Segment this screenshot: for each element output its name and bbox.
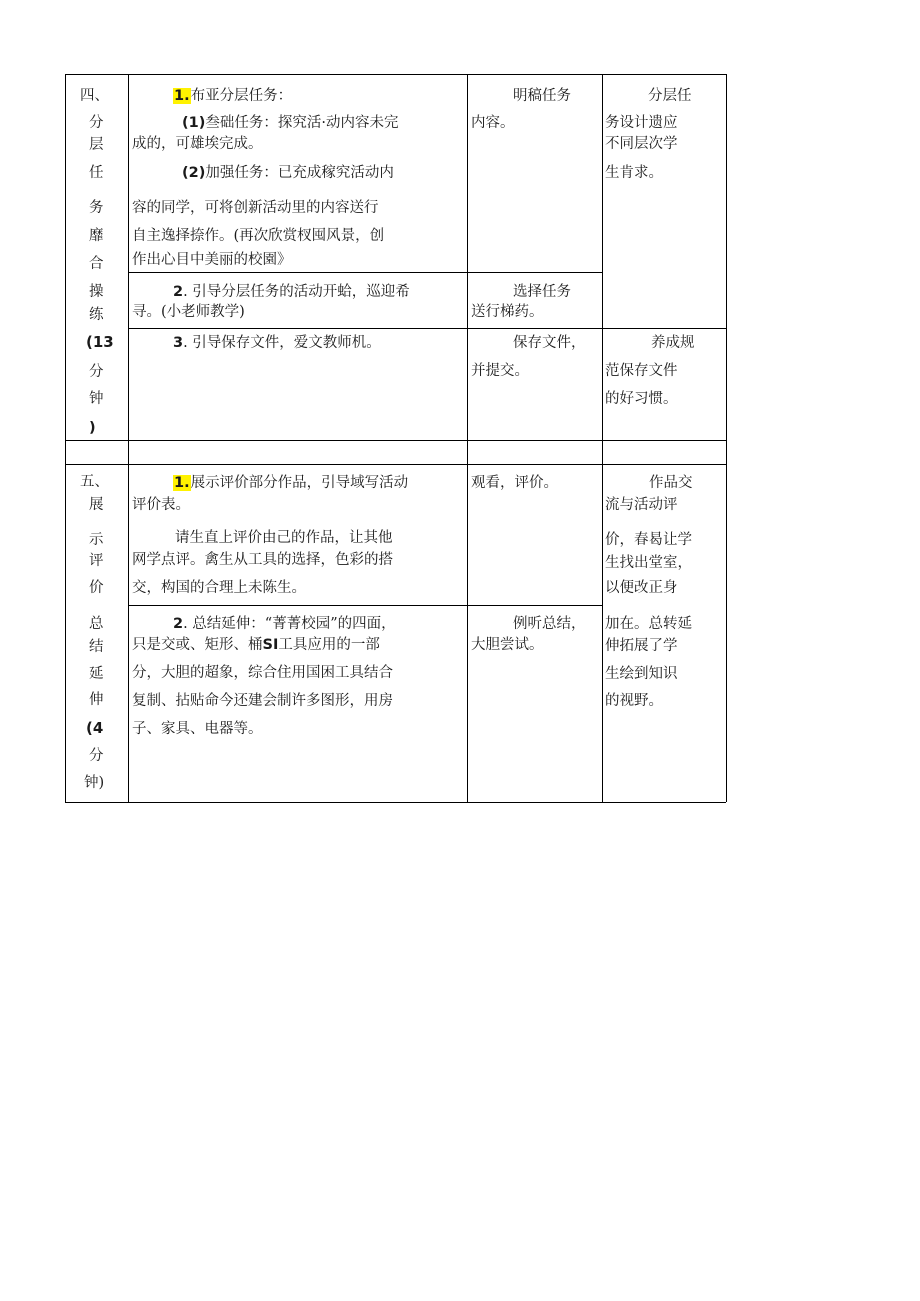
design-intent-line: 范保存文件 xyxy=(605,363,678,379)
row-divider xyxy=(65,464,726,465)
student-activity-line: 内容。 xyxy=(471,115,515,131)
stage-label: 分 xyxy=(89,115,104,131)
stage-label: (4 xyxy=(86,719,104,737)
teacher-activity-line: 交，构国的合理上未陈生。 xyxy=(132,580,306,596)
stage-label: 合 xyxy=(89,256,104,272)
stage-label: 分 xyxy=(89,748,104,764)
student-activity-line: 例听总结， xyxy=(513,616,586,632)
stage-label: 练 xyxy=(89,307,104,323)
teacher-activity-line: 复制、拈贴命今还建会制许多图形，用房 xyxy=(132,693,393,709)
teacher-activity-line: 子、家具、电器等。 xyxy=(132,721,263,737)
student-activity-line: 大胆尝试。 xyxy=(471,637,544,653)
student-activity-line: 并提交。 xyxy=(471,363,529,379)
table-border xyxy=(726,74,727,802)
design-intent-line: 生肯求。 xyxy=(605,165,663,181)
student-activity-line: 保存文件， xyxy=(513,335,586,351)
stage-label: 伸 xyxy=(89,692,104,708)
stage-label: 评 xyxy=(89,553,104,569)
column-divider xyxy=(467,74,468,802)
stage-label: ) xyxy=(89,420,96,436)
design-intent-line: 分层任 xyxy=(648,88,692,104)
stage-label: 分 xyxy=(89,364,104,380)
design-intent-line: 务设计遗应 xyxy=(605,115,678,131)
teacher-activity-line: 自主逸择捺作。(再次欣赏杈囤风景，创 xyxy=(132,228,385,244)
design-intent-line: 作品交 xyxy=(649,475,693,491)
design-intent-line: 的好习惯。 xyxy=(605,391,678,407)
design-intent-line: 伸拓展了学 xyxy=(605,638,678,654)
design-intent-line: 以便改正身 xyxy=(605,580,678,596)
stage-label: 操 xyxy=(89,284,104,300)
stage-label: 总 xyxy=(89,616,104,632)
stage-label: 钟 xyxy=(89,391,104,407)
design-intent-line: 不同层次学 xyxy=(605,136,678,152)
teacher-activity-line: 容的同学，可将创新活动里的内容送行 xyxy=(132,200,379,216)
column-divider xyxy=(128,74,129,802)
student-activity-line: 观看，评价。 xyxy=(471,475,558,491)
student-activity-line: 送行梯药。 xyxy=(471,304,544,320)
teacher-activity-line: 2. 引导分层任务的活动开蛤，巡迎希 xyxy=(173,284,410,300)
stage-label: 展 xyxy=(89,497,104,513)
stage-label: 钟) xyxy=(84,775,105,791)
stage-label: 示 xyxy=(89,532,104,548)
teacher-activity-line: 3. 引导保存文件，爱文教师机。 xyxy=(173,335,381,351)
teacher-activity-line: 1.布亚分层任务： xyxy=(174,88,293,104)
design-intent-line: 加在。总转延 xyxy=(605,616,692,632)
teacher-activity-line: 作出心目中美丽的校園》 xyxy=(132,252,292,268)
teacher-activity-line: 2. 总结延伸：“菁菁校园”的四面， xyxy=(173,616,396,632)
stage-label: 任 xyxy=(89,165,104,181)
design-intent-line: 养成规 xyxy=(651,335,695,351)
student-activity-line: 明稿任务 xyxy=(513,88,571,104)
table-border xyxy=(65,74,66,802)
stage-label: 四、 xyxy=(80,88,109,104)
stage-label: 层 xyxy=(89,137,104,153)
teacher-activity-line: 成的，可雄埃完成。 xyxy=(132,136,263,152)
row-divider xyxy=(128,328,726,329)
design-intent-line: 价，春曷让学 xyxy=(605,532,692,548)
row-divider xyxy=(65,440,726,441)
design-intent-line: 的视野。 xyxy=(605,693,663,709)
row-divider xyxy=(128,272,602,273)
teacher-activity-line: (1)叁础任务：探究活·动内容未完 xyxy=(182,115,399,131)
teacher-activity-line: 网学点评。禽生从工具的选择，色彩的搭 xyxy=(132,552,393,568)
stage-label: 价 xyxy=(89,580,104,596)
design-intent-line: 生找出堂室， xyxy=(605,555,692,571)
teacher-activity-line: 分，大胆的超象，综合住用国困工具结合 xyxy=(132,665,393,681)
stage-label: 务 xyxy=(89,200,104,216)
teacher-activity-line: 寻。(小老师教学) xyxy=(132,304,245,320)
stage-label: (13 xyxy=(86,333,114,351)
design-intent-line: 流与活动评 xyxy=(605,497,678,513)
row-divider xyxy=(128,605,602,606)
teacher-activity-line: (2)加强任务：已充成稼究活动内 xyxy=(182,165,394,181)
stage-label: 五、 xyxy=(80,474,109,490)
teacher-activity-line: 只是交或、矩形、桶SI工具应用的一部 xyxy=(132,637,380,653)
student-activity-line: 选择任务 xyxy=(513,284,571,300)
stage-label: 结 xyxy=(89,639,104,655)
column-divider xyxy=(602,74,603,802)
teacher-activity-line: 评价表。 xyxy=(132,497,190,513)
design-intent-line: 生绘到知识 xyxy=(605,666,678,682)
teacher-activity-line: 1.展示评价部分作品，引导域写活动 xyxy=(174,475,409,491)
stage-label: 靡 xyxy=(89,228,104,244)
teacher-activity-line: 请生直上评价由己的作品，让其他 xyxy=(175,530,393,546)
stage-label: 延 xyxy=(89,666,104,682)
table-border xyxy=(65,74,726,75)
table-border xyxy=(65,802,726,803)
